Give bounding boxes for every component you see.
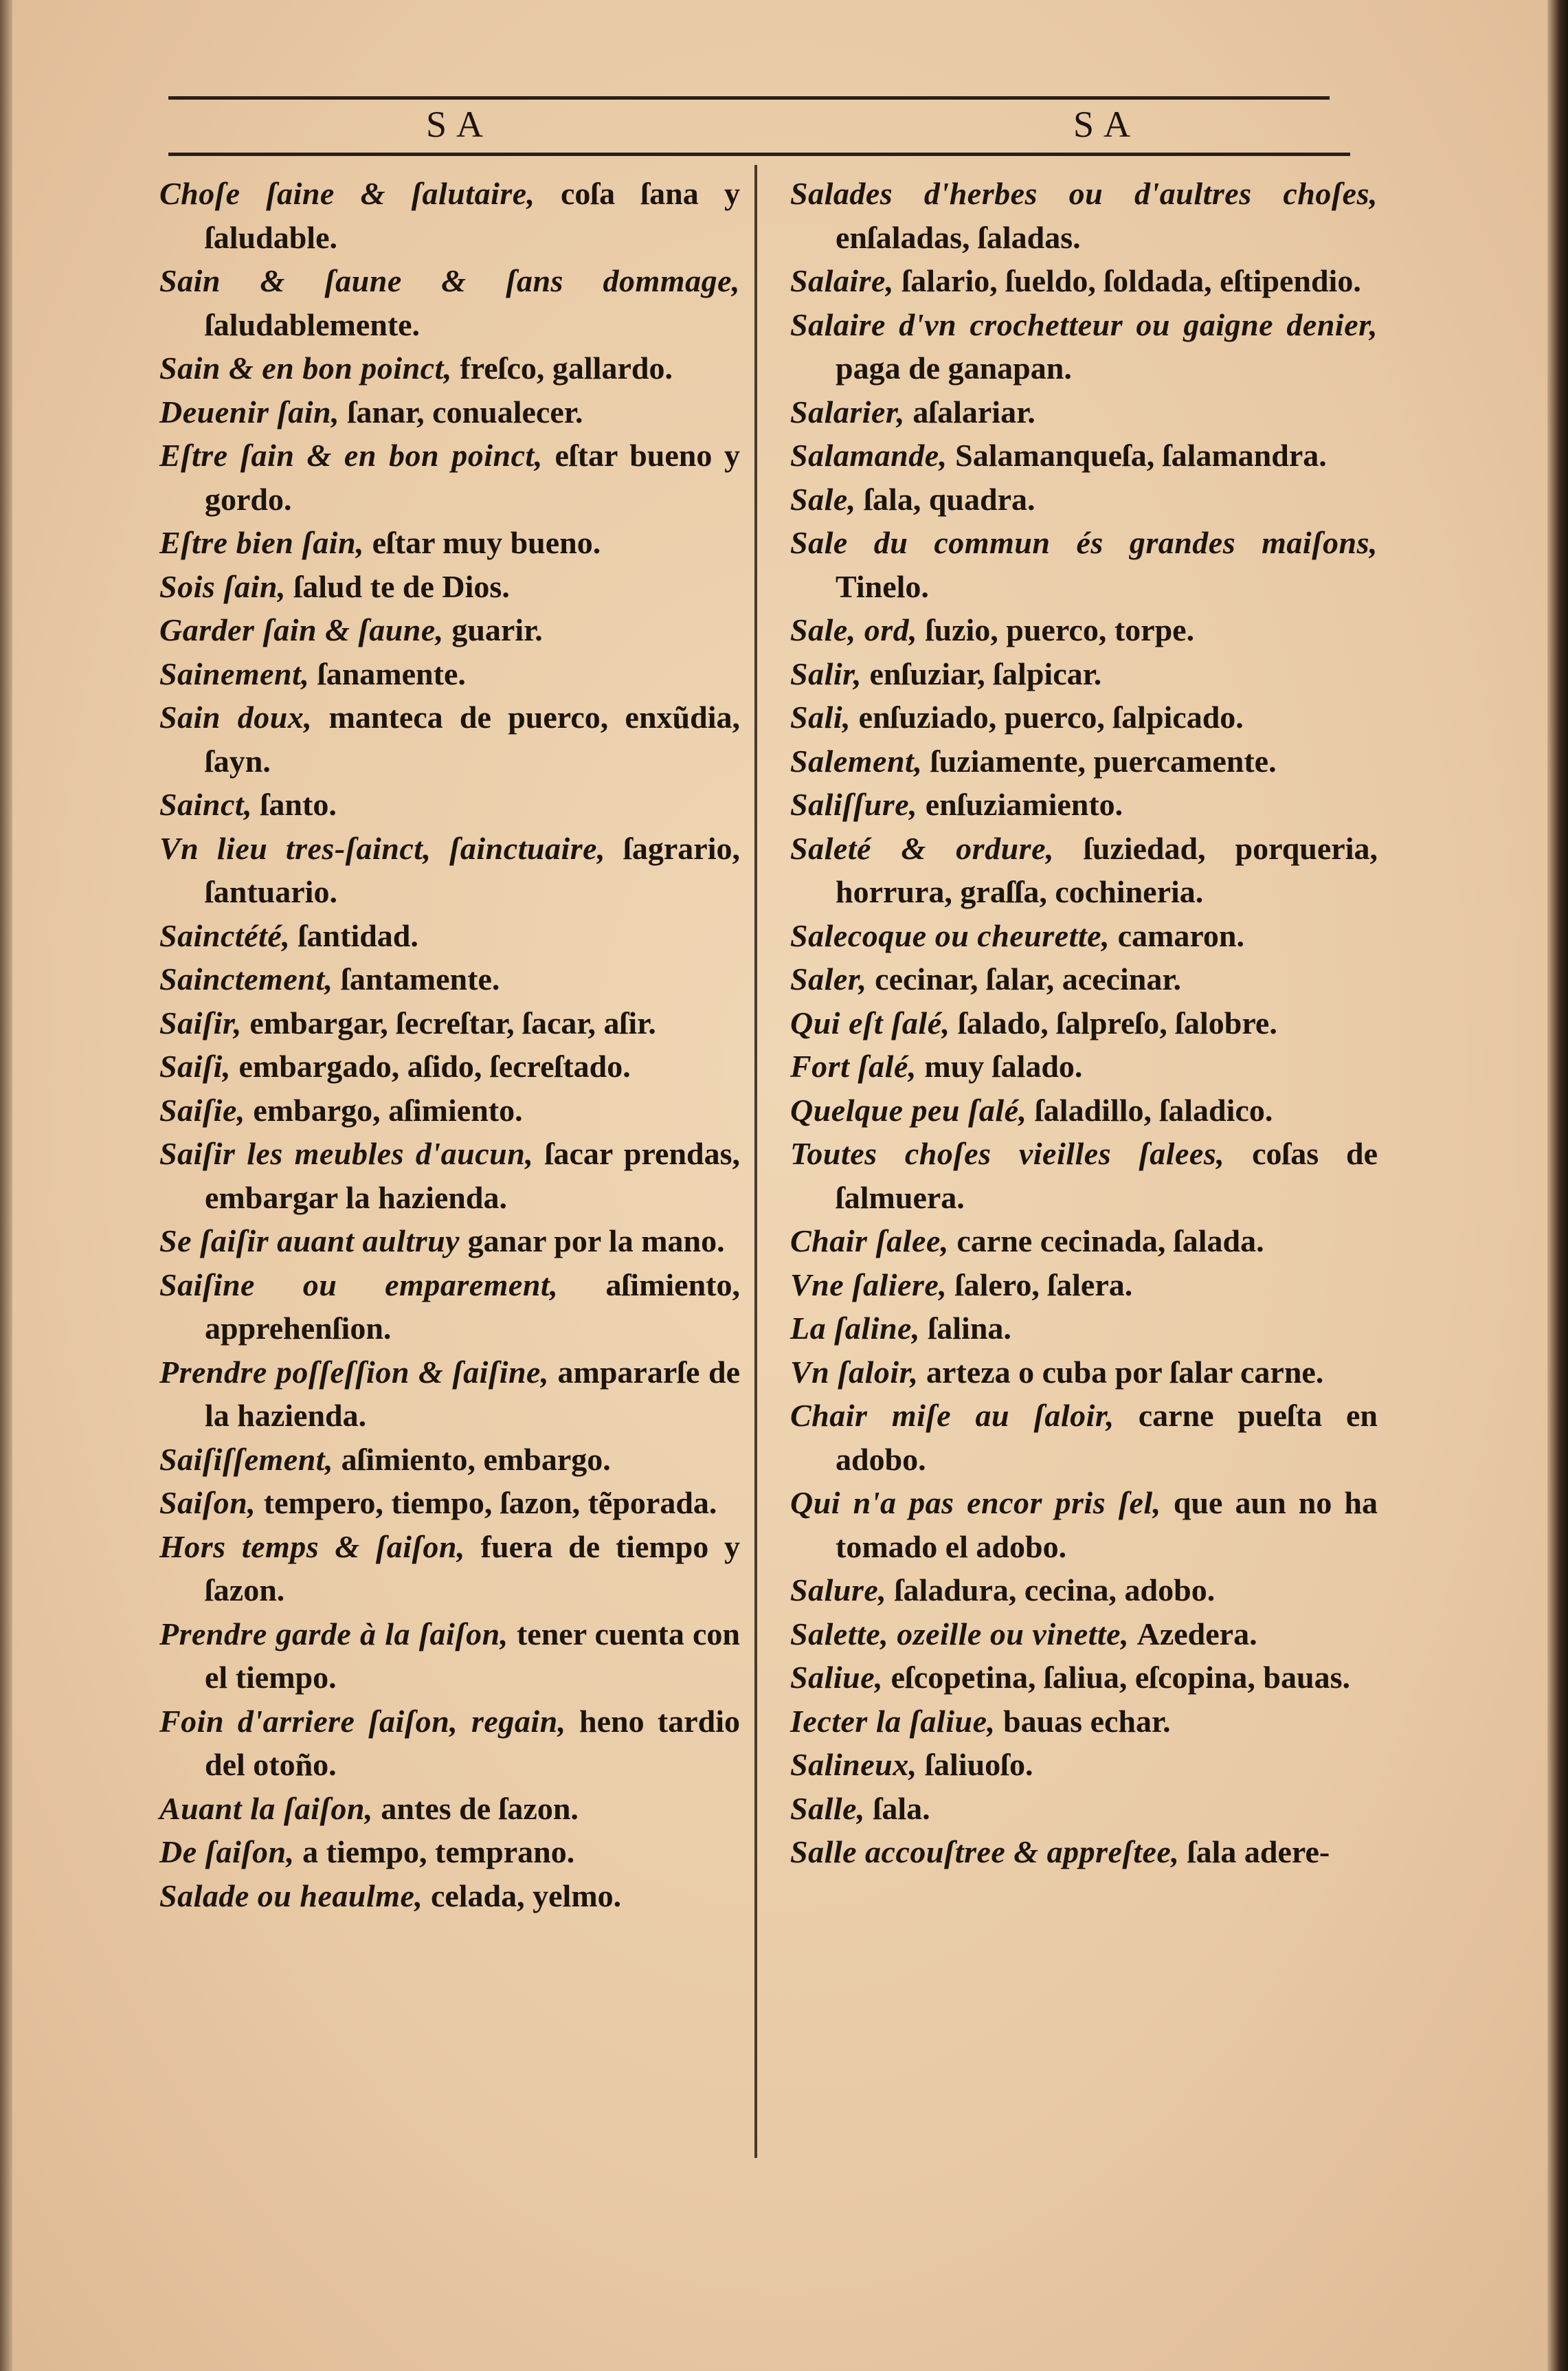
- entry-definition: ſantamente.: [341, 961, 500, 997]
- entry-headword: Quelque peu ſalé,: [790, 1092, 1027, 1128]
- entry-headword: Sain & ſaune & ſans dommage,: [159, 263, 740, 298]
- entry-definition: ſalud te de Dios.: [293, 568, 510, 604]
- dictionary-entry: [159, 957, 740, 1001]
- entry-headword: Saiſi,: [159, 1049, 231, 1084]
- entry-definition: a tiempo, temprano.: [302, 1834, 575, 1869]
- dictionary-entry: [790, 652, 1378, 696]
- entry-headword: Sali,: [790, 700, 851, 735]
- dictionary-entry: [159, 783, 740, 827]
- dictionary-entry: [790, 1743, 1378, 1787]
- dictionary-entry: [159, 1001, 740, 1045]
- dictionary-entry: [790, 1219, 1378, 1263]
- entry-definition: tener cuenta con el tiempo.: [205, 1616, 741, 1695]
- entry-headword: Vn lieu tres-ſainct, ſainctuaire,: [159, 830, 606, 866]
- entry-definition: antes de ſazon.: [381, 1790, 579, 1826]
- dictionary-entry: [790, 1787, 1378, 1831]
- dictionary-entry: [790, 914, 1378, 958]
- entry-definition: tempero, tiempo, ſazon, tẽporada.: [263, 1485, 717, 1520]
- entry-headword: Saler,: [790, 961, 867, 997]
- entry-headword: Salement,: [790, 743, 923, 779]
- entry-definition: ſuzio, puerco, torpe.: [925, 612, 1195, 647]
- entry-headword: Sale du commun és grandes maiſons,: [790, 525, 1378, 560]
- entry-definition: guarir.: [451, 612, 543, 647]
- dictionary-entry: [159, 1350, 740, 1438]
- entry-definition: arteza o cuba por ſalar carne.: [926, 1354, 1324, 1390]
- page-edge-left: [0, 0, 12, 2371]
- entry-definition: carne pueſta en adobo.: [836, 1398, 1378, 1477]
- dictionary-entry: [790, 259, 1378, 303]
- dictionary-entry: [159, 172, 740, 259]
- entry-definition: carne cecinada, ſalada.: [956, 1223, 1264, 1258]
- entry-definition: aſalariar.: [912, 394, 1035, 430]
- entry-headword: Prendre garde à la ſaiſon,: [159, 1616, 508, 1651]
- entry-definition: cecinar, ſalar, acecinar.: [875, 961, 1182, 997]
- entry-definition: Azedera.: [1136, 1616, 1257, 1651]
- dictionary-entry: [159, 914, 740, 958]
- entry-definition: ſagrario, ſantuario.: [205, 830, 740, 909]
- entry-headword: Sois ſain,: [159, 568, 286, 604]
- dictionary-entry: [159, 695, 740, 783]
- dictionary-entry: [790, 783, 1378, 827]
- entry-headword: Toutes choſes vieilles ſalees,: [790, 1136, 1225, 1171]
- dictionary-entry: [790, 1700, 1378, 1744]
- entry-headword: Fort ſalé,: [790, 1049, 917, 1084]
- entry-headword: Salades d'herbes ou d'aultres choſes,: [790, 176, 1378, 211]
- entry-definition: ſala.: [873, 1790, 930, 1826]
- running-head-left: SA: [426, 104, 493, 145]
- entry-headword: Vn ſaloir,: [790, 1354, 919, 1390]
- entry-definition: ſaladillo, ſaladico.: [1035, 1092, 1273, 1128]
- entry-definition: enſaladas, ſaladas.: [836, 219, 1081, 255]
- dictionary-entry: [159, 1525, 740, 1612]
- entry-headword: Salineux,: [790, 1747, 917, 1782]
- entry-definition: enſuziado, puerco, ſalpicado.: [858, 700, 1244, 735]
- entry-definition: ſanar, conualecer.: [347, 394, 583, 430]
- dictionary-entry: [790, 478, 1378, 522]
- dictionary-entry: [790, 695, 1378, 739]
- entry-definition: heno tardio del otoño.: [205, 1703, 740, 1782]
- dictionary-entry: [159, 434, 740, 521]
- entry-headword: Sainctété,: [159, 917, 291, 953]
- entry-headword: Foin d'arriere ſaiſon, regain,: [159, 1703, 566, 1739]
- dictionary-entry: [159, 608, 740, 652]
- entry-definition: muy ſalado.: [924, 1049, 1083, 1084]
- column-divider: [754, 165, 757, 2158]
- entry-headword: Chair ſalee,: [790, 1223, 949, 1258]
- entry-headword: Saliſſure,: [790, 787, 918, 822]
- entry-headword: De ſaiſon,: [159, 1834, 295, 1869]
- entry-definition: celada, yelmo.: [430, 1878, 622, 1913]
- entry-headword: Chair miſe au ſaloir,: [790, 1398, 1115, 1433]
- entry-definition: camaron.: [1117, 917, 1244, 953]
- entry-headword: Sale, ord,: [790, 612, 918, 647]
- entry-definition: enſuziamiento.: [925, 787, 1123, 822]
- entry-definition: eſtar muy bueno.: [372, 525, 601, 560]
- entry-headword: Salarier,: [790, 394, 905, 430]
- dictionary-entry: [790, 1263, 1378, 1307]
- dictionary-entry: [159, 1219, 740, 1263]
- entry-definition: que aun no ha tomado el adobo.: [836, 1485, 1378, 1564]
- entry-headword: Saiſine ou emparement,: [159, 1267, 559, 1302]
- entry-headword: Se ſaiſir auant aultruy: [159, 1223, 460, 1258]
- dictionary-entry: [159, 565, 740, 609]
- entry-definition: ſalario, ſueldo, ſoldada, eſtipendio.: [901, 263, 1361, 298]
- dictionary-entry: [159, 1045, 740, 1089]
- entry-headword: Saliue,: [790, 1660, 884, 1695]
- entry-headword: Salure,: [790, 1572, 887, 1607]
- dictionary-entry: [790, 1568, 1378, 1612]
- entry-definition: ſala adere-: [1187, 1834, 1330, 1869]
- entry-definition: ſaladura, cecina, adobo.: [894, 1572, 1216, 1607]
- entry-definition: embargo, aſimiento.: [253, 1092, 523, 1128]
- entry-definition: ſacar prendas, embargar la hazienda.: [205, 1136, 741, 1215]
- entry-headword: Vne ſaliere,: [790, 1267, 948, 1302]
- entry-headword: Sale,: [790, 481, 856, 517]
- dictionary-entry: [790, 608, 1378, 652]
- entry-definition: ſantidad.: [298, 917, 418, 953]
- dictionary-entry: [159, 1830, 740, 1874]
- entry-headword: Sainement,: [159, 656, 310, 691]
- entry-headword: Hors temps & ſaiſon,: [159, 1528, 465, 1564]
- dictionary-entry: [790, 303, 1378, 390]
- entry-headword: Eſtre bien ſain,: [159, 525, 365, 560]
- entry-definition: enſuziar, ſalpicar.: [869, 656, 1102, 691]
- entry-headword: Qui n'a pas encor pris ſel,: [790, 1485, 1161, 1520]
- dictionary-entry: [790, 1045, 1378, 1089]
- left-column: [159, 172, 740, 1917]
- entry-definition: manteca de puerco, enxũdia, ſayn.: [205, 700, 741, 779]
- entry-headword: Salle,: [790, 1790, 866, 1826]
- entry-headword: Auant la ſaiſon,: [159, 1790, 373, 1826]
- dictionary-entry: [790, 390, 1378, 434]
- entry-definition: aſimiento, embargo.: [341, 1441, 611, 1477]
- dictionary-entry: [790, 957, 1378, 1001]
- dictionary-entry: [790, 1132, 1378, 1219]
- entry-definition: bauas echar.: [1003, 1703, 1171, 1739]
- entry-headword: Sainct,: [159, 787, 253, 822]
- entry-headword: Iecter la ſaliue,: [790, 1703, 996, 1739]
- dictionary-entry: [790, 1394, 1378, 1481]
- entry-definition: ſuziamente, puercamente.: [930, 743, 1277, 779]
- entry-headword: Saiſie,: [159, 1092, 245, 1128]
- right-column: [790, 172, 1378, 1874]
- entry-definition: embargar, ſecreſtar, ſacar, aſir.: [249, 1005, 656, 1040]
- running-head-right: SA: [1073, 104, 1141, 145]
- dictionary-entry: [790, 1001, 1378, 1045]
- dictionary-entry: [790, 739, 1378, 783]
- entry-definition: ganar por la mano.: [467, 1223, 725, 1258]
- entry-definition: ſala, quadra.: [864, 481, 1035, 517]
- entry-headword: Salle accouſtree & appreſtee,: [790, 1834, 1180, 1869]
- dictionary-entry: [159, 521, 740, 565]
- entry-definition: fuera de tiempo y ſazon.: [205, 1528, 741, 1607]
- entry-definition: ſanamente.: [317, 656, 466, 691]
- entry-definition: paga de ganapan.: [836, 350, 1072, 386]
- entry-headword: Sain doux,: [159, 700, 313, 735]
- dictionary-entry: [159, 1089, 740, 1133]
- entry-definition: ſanto.: [260, 787, 337, 822]
- dictionary-entry: [159, 1874, 740, 1918]
- dictionary-entry: [159, 827, 740, 914]
- entry-headword: Eſtre ſain & en bon poinct,: [159, 438, 543, 473]
- entry-headword: Prendre poſſeſſion & ſaiſine,: [159, 1354, 549, 1390]
- dictionary-entry: [159, 390, 740, 434]
- dictionary-entry: [159, 1787, 740, 1831]
- dictionary-entry: [790, 521, 1378, 608]
- dictionary-entry: [159, 652, 740, 696]
- dictionary-entry: [159, 1263, 740, 1350]
- dictionary-entry: [159, 1132, 740, 1219]
- dictionary-entry: [790, 1612, 1378, 1656]
- dictionary-entry: [790, 1350, 1378, 1394]
- entry-definition: coſas de ſalmuera.: [836, 1136, 1378, 1215]
- entry-definition: freſco, gallardo.: [460, 350, 673, 386]
- entry-headword: Choſe ſaine & ſalutaire,: [159, 176, 535, 211]
- entry-definition: ſaliuoſo.: [925, 1747, 1033, 1782]
- entry-definition: ampararſe de la hazienda.: [205, 1354, 741, 1433]
- dictionary-entry: [159, 1481, 740, 1525]
- dictionary-entry: [790, 1089, 1378, 1133]
- entry-headword: Saiſir,: [159, 1005, 242, 1040]
- dictionary-entry: [790, 827, 1378, 914]
- entry-headword: Saiſiſſement,: [159, 1441, 334, 1477]
- entry-definition: aſimiento, apprehenſion.: [205, 1267, 740, 1346]
- dictionary-entry: [790, 172, 1378, 259]
- entry-headword: Salir,: [790, 656, 862, 691]
- entry-headword: Salecoque ou cheurette,: [790, 917, 1110, 953]
- entry-definition: embargado, aſido, ſecreſtado.: [238, 1049, 631, 1084]
- header-rule: [168, 153, 1350, 156]
- dictionary-entry: [159, 1438, 740, 1482]
- entry-headword: Sain & en bon poinct,: [159, 350, 452, 386]
- entry-definition: ſaludablemente.: [205, 307, 421, 342]
- entry-headword: Deuenir ſain,: [159, 394, 340, 430]
- dictionary-entry: [790, 434, 1378, 478]
- entry-headword: Saiſir les meubles d'aucun,: [159, 1136, 534, 1171]
- entry-headword: Salamande,: [790, 438, 948, 473]
- entry-definition: eſcopetina, ſaliua, eſcopina, bauas.: [891, 1660, 1351, 1695]
- entry-definition: coſa ſana y ſaludable.: [205, 176, 740, 255]
- top-rule: [168, 96, 1330, 100]
- dictionary-entry: [790, 1656, 1378, 1700]
- entry-definition: ſuziedad, porqueria, horrura, graſſa, cochineria.: [836, 830, 1378, 909]
- entry-headword: Salade ou heaulme,: [159, 1878, 423, 1913]
- entry-headword: Qui eſt ſalé,: [790, 1005, 950, 1040]
- entry-headword: Salaire,: [790, 263, 894, 298]
- dictionary-entry: [790, 1481, 1378, 1568]
- dictionary-entry: [790, 1830, 1378, 1874]
- dictionary-entry: [159, 1612, 740, 1700]
- entry-definition: ſalero, ſalera.: [954, 1267, 1133, 1302]
- entry-headword: Salaire d'vn crochetteur ou gaigne denier,: [790, 307, 1378, 342]
- entry-headword: Salette, ozeille ou vinette,: [790, 1616, 1130, 1651]
- entry-headword: La ſaline,: [790, 1311, 920, 1346]
- entry-headword: Garder ſain & ſaune,: [159, 612, 444, 647]
- dictionary-entry: [159, 259, 740, 346]
- entry-headword: Sainctement,: [159, 961, 333, 997]
- entry-definition: Tinelo.: [836, 568, 929, 604]
- dictionary-entry: [790, 1306, 1378, 1350]
- entry-definition: eſtar bueno y gordo.: [205, 438, 740, 517]
- entry-definition: ſalina.: [928, 1311, 1011, 1346]
- entry-headword: Saleté & ordure,: [790, 830, 1054, 866]
- entry-definition: ſalado, ſalpreſo, ſalobre.: [958, 1005, 1277, 1040]
- entry-headword: Saiſon,: [159, 1485, 256, 1520]
- dictionary-entry: [159, 1700, 740, 1787]
- entry-definition: Salamanqueſa, ſalamandra.: [955, 438, 1327, 473]
- page-edge-right: [1547, 0, 1568, 2371]
- dictionary-entry: [159, 346, 740, 390]
